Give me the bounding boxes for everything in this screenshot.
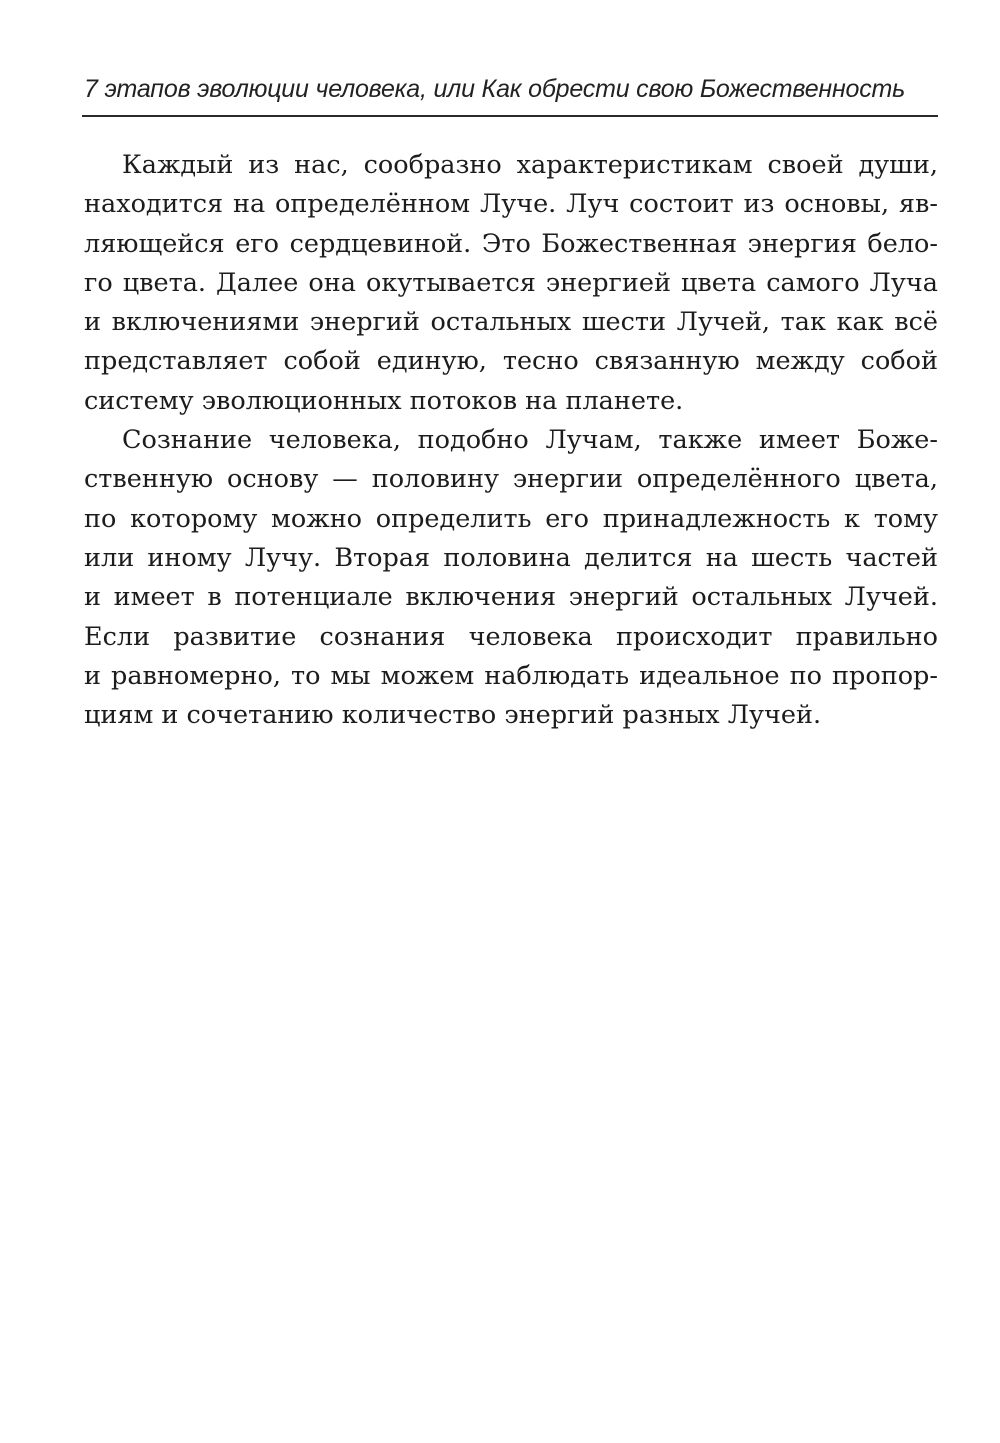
body-text [84,146,938,735]
text-line: го цвета. Далее она окутывается энергией цвета самого Луча [84,267,938,298]
text-line: и включениями энергий остальных шести Лучей, так как всё [84,307,938,338]
text-line: Каждый из нас, сообразно характеристикам своей души, [122,150,938,180]
paragraph-2 [84,421,938,735]
text-line: и равномерно, то мы можем наблюдать идеальное по пропор- [84,660,938,691]
text-line: Если развитие сознания человека происходит правильно [84,621,938,652]
text-line: ляющейся его сердцевиной. Это Божественная энергия бело- [84,228,938,259]
running-header: 7 этапов эволюции человека, или Как обрести свою Божественность [84,75,906,103]
text-line: и имеет в потенциале включения энергий остальных Лучей. [84,582,938,613]
text-line: или иному Лучу. Вторая половина делится на шесть частей [84,542,938,573]
text-line: ственную основу — половину энергии определённого цвета, [84,464,938,495]
text-line: циям и сочетанию количество энергий разных Лучей. [84,700,822,731]
text-line: представляет собой единую, тесно связанную между собой [84,346,938,377]
text-line: по которому можно определить его принадлежность к тому [84,503,938,534]
header-rule [82,115,938,117]
text-line: Сознание человека, подобно Лучам, также имеет Боже- [122,425,938,456]
text-line: находится на определённом Луче. Луч состоит из основы, яв- [84,189,938,220]
text-line: систему эволюционных потоков на планете. [84,385,684,416]
paragraph-1 [84,146,938,421]
